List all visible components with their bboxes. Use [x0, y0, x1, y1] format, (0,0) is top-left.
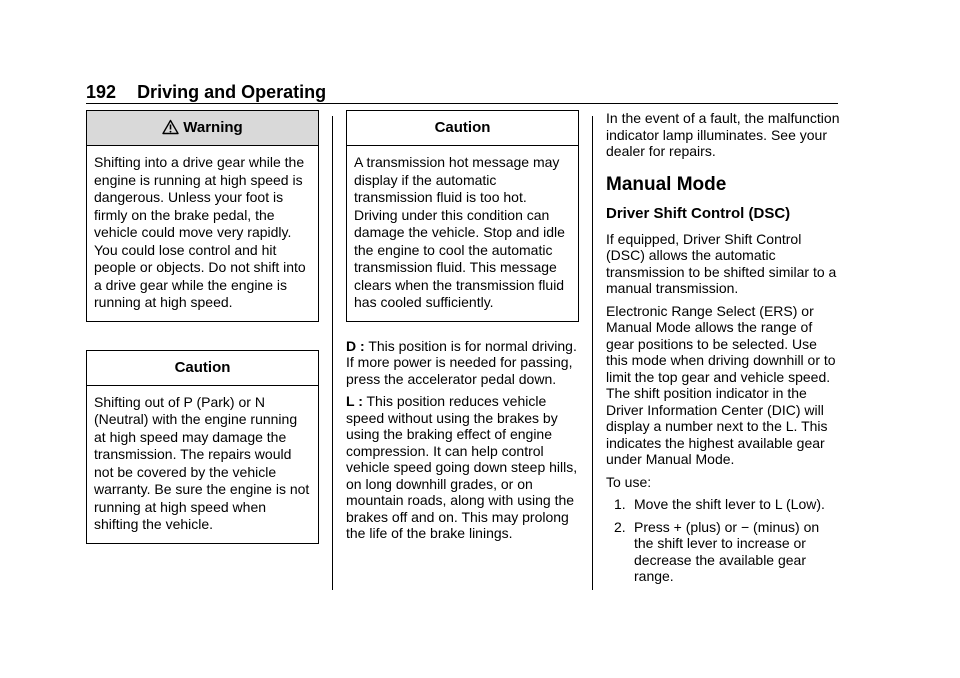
column-divider-2 — [592, 116, 593, 590]
column-3 — [606, 110, 842, 591]
column-divider-1 — [332, 116, 333, 590]
section-heading-manual-mode: Manual Mode — [606, 173, 727, 195]
caution-box-1 — [86, 350, 319, 544]
step-text: Press + (plus) or − (minus) on the shift lever to increase or decrease the available gear range. — [634, 518, 820, 584]
fault-paragraph: In the event of a fault, the malfunction indicator lamp illuminates. See your dealer for repairs. — [606, 110, 840, 159]
step-item — [614, 496, 842, 513]
step-number: 1. — [614, 496, 626, 512]
caution-header-1: Caution — [87, 351, 318, 386]
caution-box-2 — [346, 110, 579, 322]
subsection-heading-dsc: Driver Shift Control (DSC) — [606, 204, 791, 222]
ers-paragraph: Electronic Range Select (ERS) or Manual Mode allows the range of gear positions to be selected. Use this mode when driving downhill or to limit the top gear and vehicle speed. The shift position indicator in the Driver Information Center (DIC) will display a number next to the L. This indicates the highest available gear under Manual Mode. — [606, 302, 836, 467]
page-header — [86, 82, 326, 103]
step-text: Move the shift lever to L (Low). — [634, 496, 825, 512]
header-rule — [86, 103, 838, 104]
column-1 — [86, 110, 319, 544]
warning-box — [86, 110, 319, 322]
l-position-label: L : — [346, 393, 363, 409]
page-number: 192 — [86, 82, 117, 102]
d-position-text: This position is for normal driving. If more power is needed for passing, press the accelerator pedal down. — [346, 337, 577, 387]
caution-text-2: A transmission hot message may display if the automatic transmission fluid is too hot. Driving under this condition can damage the vehicle. Stop and idle the engine to cool the automatic transmission fluid. This message clears when the transmission fluid has cooled sufficiently. — [354, 154, 565, 310]
step-number: 2. — [614, 518, 626, 535]
step-item — [614, 519, 842, 585]
caution-text-1: Shifting out of P (Park) or N (Neutral) with the engine running at high speed may damage the transmission. The repairs would not be covered by the vehicle warranty. Be sure the engine is not running at high speed when shifting the vehicle. — [94, 393, 310, 532]
warning-title: Warning — [183, 119, 243, 136]
caution-header-2: Caution — [347, 111, 578, 146]
warning-triangle-icon — [162, 114, 179, 148]
l-position-text: This position reduces vehicle speed without using the brakes by using the braking effect of engine compression. It can help control vehicle speed going down steep hills, on long downhill grades, or on mountain roads, along with using the brakes off and on. This may prolong the life of the brake linings. — [346, 393, 578, 541]
l-position-paragraph — [346, 393, 579, 542]
d-position-label: D : — [346, 337, 365, 354]
warning-text: Shifting into a drive gear while the engine is running at high speed is dangerous. Unless your foot is firmly on the brake pedal, the vehicle could move very rapidly. You could lose control and hit people or objects. Do not shift into a drive gear while the engine is running at high speed. — [94, 154, 306, 310]
column-2 — [346, 110, 579, 548]
to-use-label: To use: — [606, 473, 652, 490]
d-position-paragraph — [346, 338, 579, 388]
warning-header — [87, 111, 318, 146]
page-title: Driving and Operating — [137, 82, 327, 102]
dsc-paragraph: If equipped, Driver Shift Control (DSC) allows the automatic transmission to be shifted similar to a manual transmission. — [606, 230, 837, 296]
